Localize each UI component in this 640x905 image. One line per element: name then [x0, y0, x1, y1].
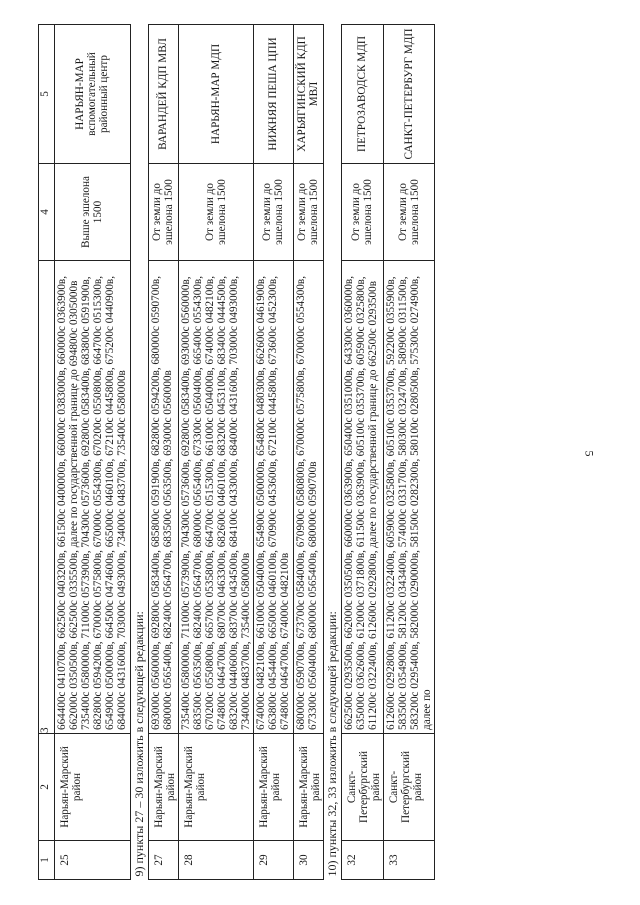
region-name: Нарьян-Марский район — [148, 734, 178, 841]
table-row — [293, 25, 323, 880]
altitude-limit: От земли до эшелона 1500 — [254, 164, 293, 261]
coordinates: 664400с 0410700в, 662500с 0403200в, 661500с 0400000в, 660000с 0383000в, 660000с 0363900в, 662000с 0350500в, 662500с 0335500в, далее по государственной границе до 694800с 0305000в 735400с 0580000в, 711000с 0573900в, 704300с 0573600в, 692800с 0583400в, 683800с 0591900в, 682800с 0594200в, 670000с 0575800в, 670000с 0554300в, 670200с 0550800в, 664700с 0515300в, 654900с 0500000в, 664500с 0474600в, 665000с 0460100в, 672100с 0445800в, 675200с 0440900в, 684000с 0431600в, 703000с 0493000в, 734000с 0483700в, 735400с 0580000в — [55, 261, 131, 734]
control-center: НАРЬЯН-МАР вспомогательный районный центр — [55, 25, 131, 164]
table-row — [55, 25, 131, 880]
airspace-table — [38, 24, 435, 880]
altitude-limit: От земли до эшелона 1500 — [293, 164, 323, 261]
coordinates: 693000с 0560000в, 692800с 0583400в, 685800с 0591900в, 682800с 0594200в, 680000с 0590700в, 680000с 0565400в, 682400с 0564700в, 683500с 0563500в, 693000с 0560000в — [148, 261, 178, 734]
table-row — [178, 25, 254, 880]
control-center: САНКТ-ПЕТЕРБУРГ МДП — [383, 25, 434, 164]
coordinates: 674000с 0482100в, 661000с 0504000в, 654900с 0500000в, 654800с 0480300в, 662600с 0461900в, 663800с 0454400в, 665000с 0460100в, 670900с 0453600в, 672100с 0445800в, 673600с 0452300в, 674800с 0464700в, 674000с 0482100в — [254, 261, 293, 734]
coordinates: 612600с 0292800в, 611200с 0322400в, 605900с 0325800в, 605100с 0353700в, 592200с 0355900в, 583500с 0354900в, 581200с 0343400в, 574000с 0331700в, 580300с 0324700в, 580900с 0311500в, 583200с 0295400в, 582000с 0290000в, 581500с 0282300в, 580100с 0280500в, 575300с 0274900в, далее по — [383, 261, 434, 734]
page-number: 5 — [582, 450, 597, 457]
control-center: ВАРАНДЕЙ КДП МВЛ — [148, 25, 178, 164]
coordinates: 735400с 0580000в, 711000с 0573900в, 704300с 0573600в, 692800с 0583400в, 693000с 0560000в, 683500с 0563500в, 682400с 0564700в, 680000с 0565400в, 673300с 0560400в, 665400с 0554300в, 670200с 0550800в, 665700с 0535800в, 664700с 0515300в, 661000с 0504000в, 674000с 0482100в, 674800с 0464700в, 680700с 0463300в, 682600с 0460100в, 683200с 0453100в, 683400с 0444500в, 683200с 0440600в, 683700с 0434500в, 684100с 0433000в, 684000с 0431600в, 703000с 0493000в, 734000с 0483700в, 735400с 0580000в — [178, 261, 254, 734]
row-number: 27 — [148, 841, 178, 880]
table-row — [148, 25, 178, 880]
control-center: ХАРЬЯГИНСКИЙ КДП МВЛ — [293, 25, 323, 164]
control-center: НАРЬЯН-МАР МДП — [178, 25, 254, 164]
document-body — [38, 30, 598, 880]
control-center: НИЖНЯЯ ПЕША ЦПИ — [254, 25, 293, 164]
section-heading: 10) пункты 32, 33 изложить в следующей редакции: — [323, 25, 341, 880]
region-name: Нарьян-Марский район — [55, 734, 131, 841]
column-header: 5 — [39, 25, 55, 164]
altitude-limit: Выше эшелона 1500 — [55, 164, 131, 261]
row-number: 28 — [178, 841, 254, 880]
region-name: Санкт-Петербургский район — [383, 734, 434, 841]
coordinates: 680000с 0590700в, 673700с 0584000в, 670900с 0580800в, 670000с 0575800в, 670000с 0554300в, 673300с 0560400в, 680000с 0565400в, 680000с 0590700в — [293, 261, 323, 734]
table-row — [383, 25, 434, 880]
column-header: 4 — [39, 164, 55, 261]
coordinates: 662500с 0293500в, 662000с 0350500в, 660000с 0363900в, 650400с 0351000в, 643300с 0360000в, 635000с 0362600в, 612000с 0371800в, 611500с 0363900в, 605100с 0353700в, 605900с 0325800в, 611200с 0322400в, 612600с 0292800в, далее по государственной границе до 662500с 0293500в — [341, 261, 383, 734]
control-center: ПЕТРОЗАВОДСК МДП — [341, 25, 383, 164]
column-number-row — [39, 25, 55, 880]
row-number: 30 — [293, 841, 323, 880]
table-row — [254, 25, 293, 880]
column-header: 3 — [39, 261, 55, 734]
column-header: 2 — [39, 734, 55, 841]
row-number: 33 — [383, 841, 434, 880]
region-name: Нарьян-Марский район — [254, 734, 293, 841]
row-number: 32 — [341, 841, 383, 880]
section-heading-row — [323, 25, 341, 880]
region-name: Нарьян-Марский район — [178, 734, 254, 841]
altitude-limit: От земли до эшелона 1500 — [178, 164, 254, 261]
altitude-limit: От земли до эшелона 1500 — [148, 164, 178, 261]
row-number: 25 — [55, 841, 131, 880]
table-row — [341, 25, 383, 880]
column-header: 1 — [39, 841, 55, 880]
row-number: 29 — [254, 841, 293, 880]
altitude-limit: От земли до эшелона 1500 — [341, 164, 383, 261]
section-heading: 9) пункты 27 – 30 изложить в следующей редакции: — [130, 25, 148, 880]
altitude-limit: От земли до эшелона 1500 — [383, 164, 434, 261]
section-heading-row — [130, 25, 148, 880]
region-name: Санкт-Петербургский район — [341, 734, 383, 841]
region-name: Нарьян-Марский район — [293, 734, 323, 841]
